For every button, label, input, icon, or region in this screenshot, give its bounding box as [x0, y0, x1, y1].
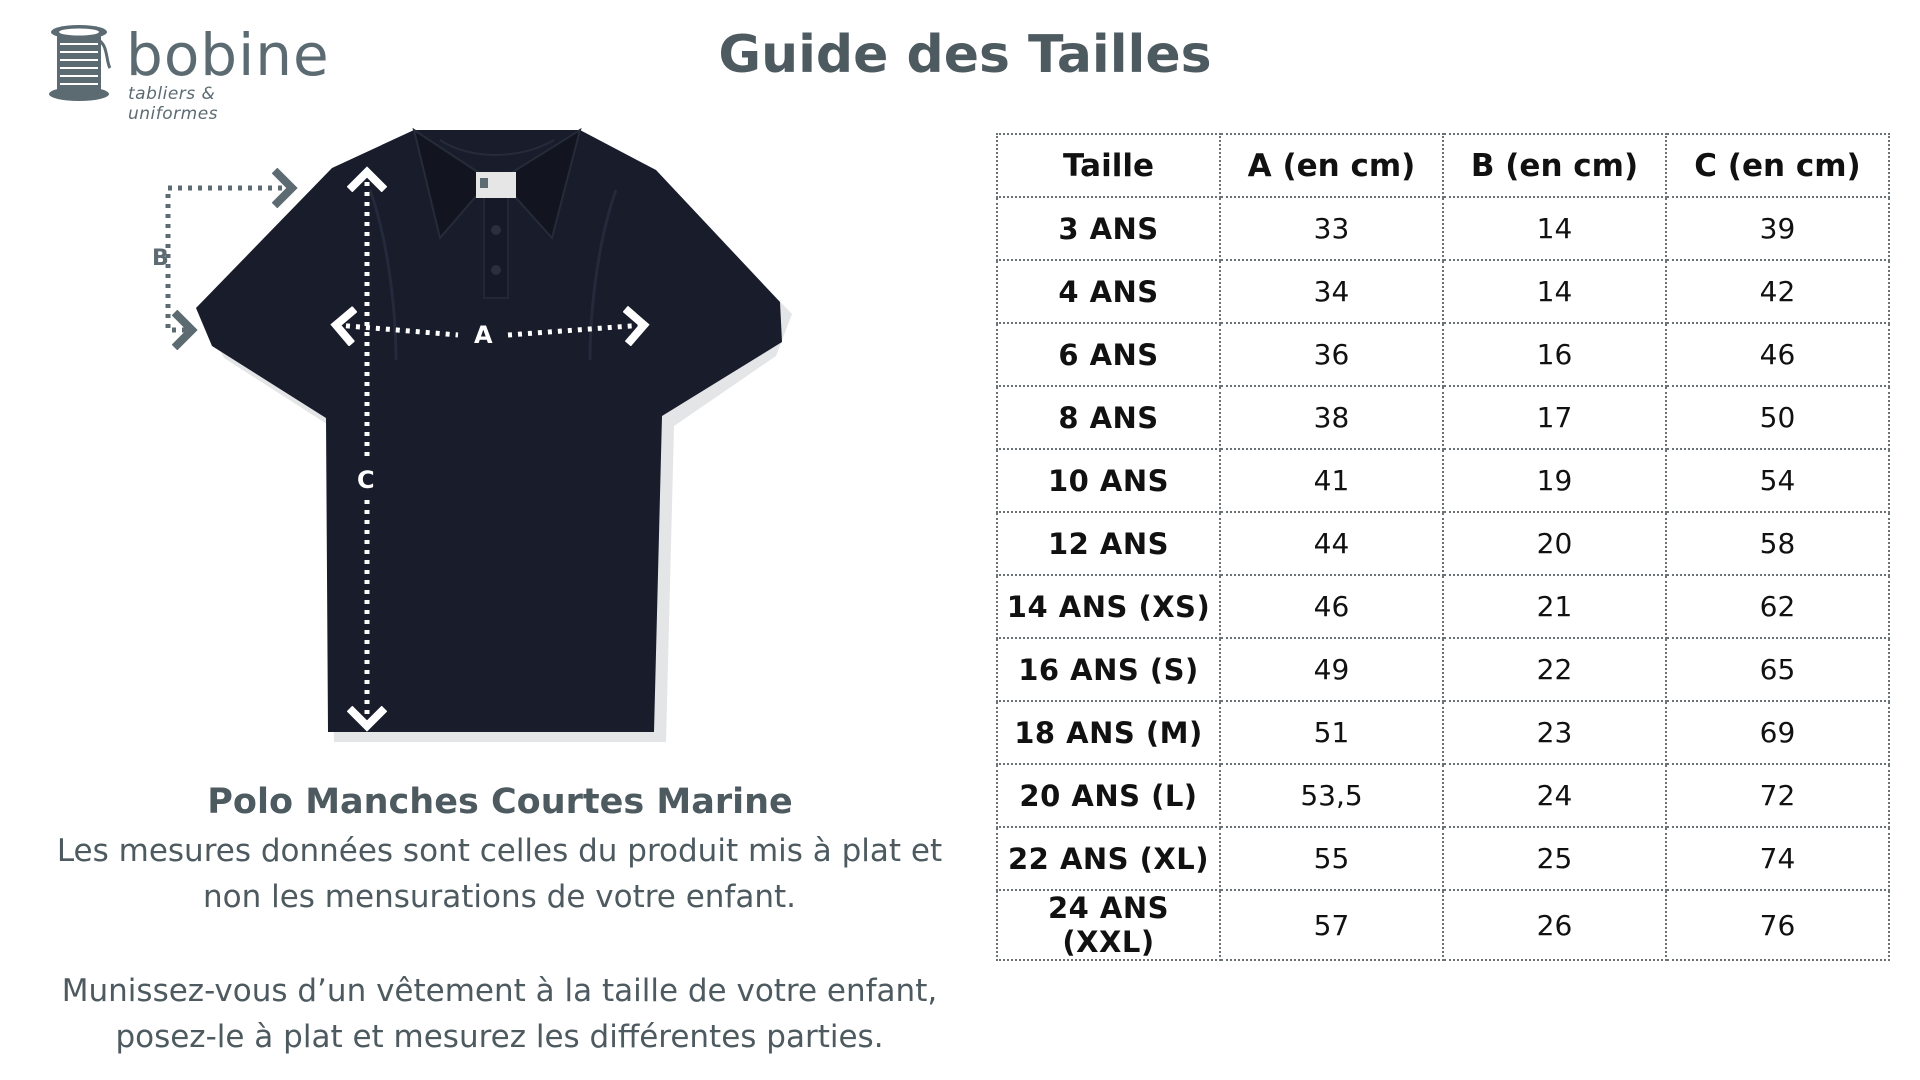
a-cell: 33: [1220, 197, 1443, 260]
measure-label-b: B: [152, 246, 169, 271]
a-cell: 34: [1220, 260, 1443, 323]
c-cell: 65: [1666, 638, 1889, 701]
a-cell: 41: [1220, 449, 1443, 512]
c-cell: 76: [1666, 890, 1889, 960]
measurement-instructions-line-1: Munissez-vous d’un vêtement à la taille de votre enfant,: [61, 973, 938, 1009]
b-cell: 25: [1443, 827, 1666, 890]
a-cell: 46: [1220, 575, 1443, 638]
b-cell: 26: [1443, 890, 1666, 960]
a-cell: 44: [1220, 512, 1443, 575]
size-cell: 10 ANS: [997, 449, 1220, 512]
b-cell: 17: [1443, 386, 1666, 449]
header-a: A (en cm): [1220, 134, 1443, 197]
table-row: [997, 197, 1889, 260]
size-cell: 24 ANS (XXL): [997, 890, 1220, 960]
table-row: [997, 575, 1889, 638]
size-table: [996, 133, 1890, 961]
measurement-note-line-1: Les mesures données sont celles du produit mis à plat et: [56, 833, 943, 869]
size-cell: 16 ANS (S): [997, 638, 1220, 701]
size-cell: 12 ANS: [997, 512, 1220, 575]
size-cell: 14 ANS (XS): [997, 575, 1220, 638]
c-cell: 54: [1666, 449, 1889, 512]
measurement-note: [12, 828, 987, 920]
c-cell: 42: [1666, 260, 1889, 323]
size-cell: 8 ANS: [997, 386, 1220, 449]
spool-icon: [46, 22, 112, 104]
size-cell: 6 ANS: [997, 323, 1220, 386]
c-cell: 39: [1666, 197, 1889, 260]
b-cell: 14: [1443, 197, 1666, 260]
table-row: [997, 260, 1889, 323]
c-cell: 58: [1666, 512, 1889, 575]
table-row: [997, 764, 1889, 827]
a-cell: 53,5: [1220, 764, 1443, 827]
b-cell: 22: [1443, 638, 1666, 701]
table-row: [997, 449, 1889, 512]
table-row: [997, 890, 1889, 960]
size-cell: 20 ANS (L): [997, 764, 1220, 827]
size-cell: 22 ANS (XL): [997, 827, 1220, 890]
page-title: Guide des Tailles: [718, 25, 1212, 85]
a-cell: 51: [1220, 701, 1443, 764]
measure-label-c: C: [357, 466, 375, 494]
measurement-note-line-2: non les mensurations de votre enfant.: [203, 879, 796, 915]
a-cell: 38: [1220, 386, 1443, 449]
a-cell: 49: [1220, 638, 1443, 701]
table-row: [997, 827, 1889, 890]
size-cell: 18 ANS (M): [997, 701, 1220, 764]
b-cell: 19: [1443, 449, 1666, 512]
table-header-row: [997, 134, 1889, 197]
a-cell: 55: [1220, 827, 1443, 890]
measurement-instructions: [12, 968, 987, 1060]
b-cell: 20: [1443, 512, 1666, 575]
b-cell: 14: [1443, 260, 1666, 323]
table-row: [997, 638, 1889, 701]
measurement-instructions-line-2: posez-le à plat et mesurez les différentes parties.: [115, 1019, 884, 1055]
c-cell: 74: [1666, 827, 1889, 890]
b-cell: 21: [1443, 575, 1666, 638]
b-cell: 16: [1443, 323, 1666, 386]
size-cell: 3 ANS: [997, 197, 1220, 260]
bobine-logo: [46, 21, 330, 124]
logo-tagline: tabliers & uniformes: [128, 84, 219, 124]
a-cell: 57: [1220, 890, 1443, 960]
size-cell: 4 ANS: [997, 260, 1220, 323]
table-row: [997, 323, 1889, 386]
c-cell: 72: [1666, 764, 1889, 827]
c-cell: 62: [1666, 575, 1889, 638]
header-c: C (en cm): [1666, 134, 1889, 197]
table-row: [997, 701, 1889, 764]
b-cell: 24: [1443, 764, 1666, 827]
product-name: Polo Manches Courtes Marine: [207, 782, 793, 822]
c-cell: 46: [1666, 323, 1889, 386]
logo-name: bobine: [126, 21, 330, 89]
c-cell: 50: [1666, 386, 1889, 449]
header-b: B (en cm): [1443, 134, 1666, 197]
a-cell: 36: [1220, 323, 1443, 386]
shirt-icon: [140, 120, 800, 750]
header-taille: Taille: [997, 134, 1220, 197]
measure-label-a: A: [474, 321, 493, 349]
table-row: [997, 512, 1889, 575]
b-cell: 23: [1443, 701, 1666, 764]
table-row: [997, 386, 1889, 449]
c-cell: 69: [1666, 701, 1889, 764]
